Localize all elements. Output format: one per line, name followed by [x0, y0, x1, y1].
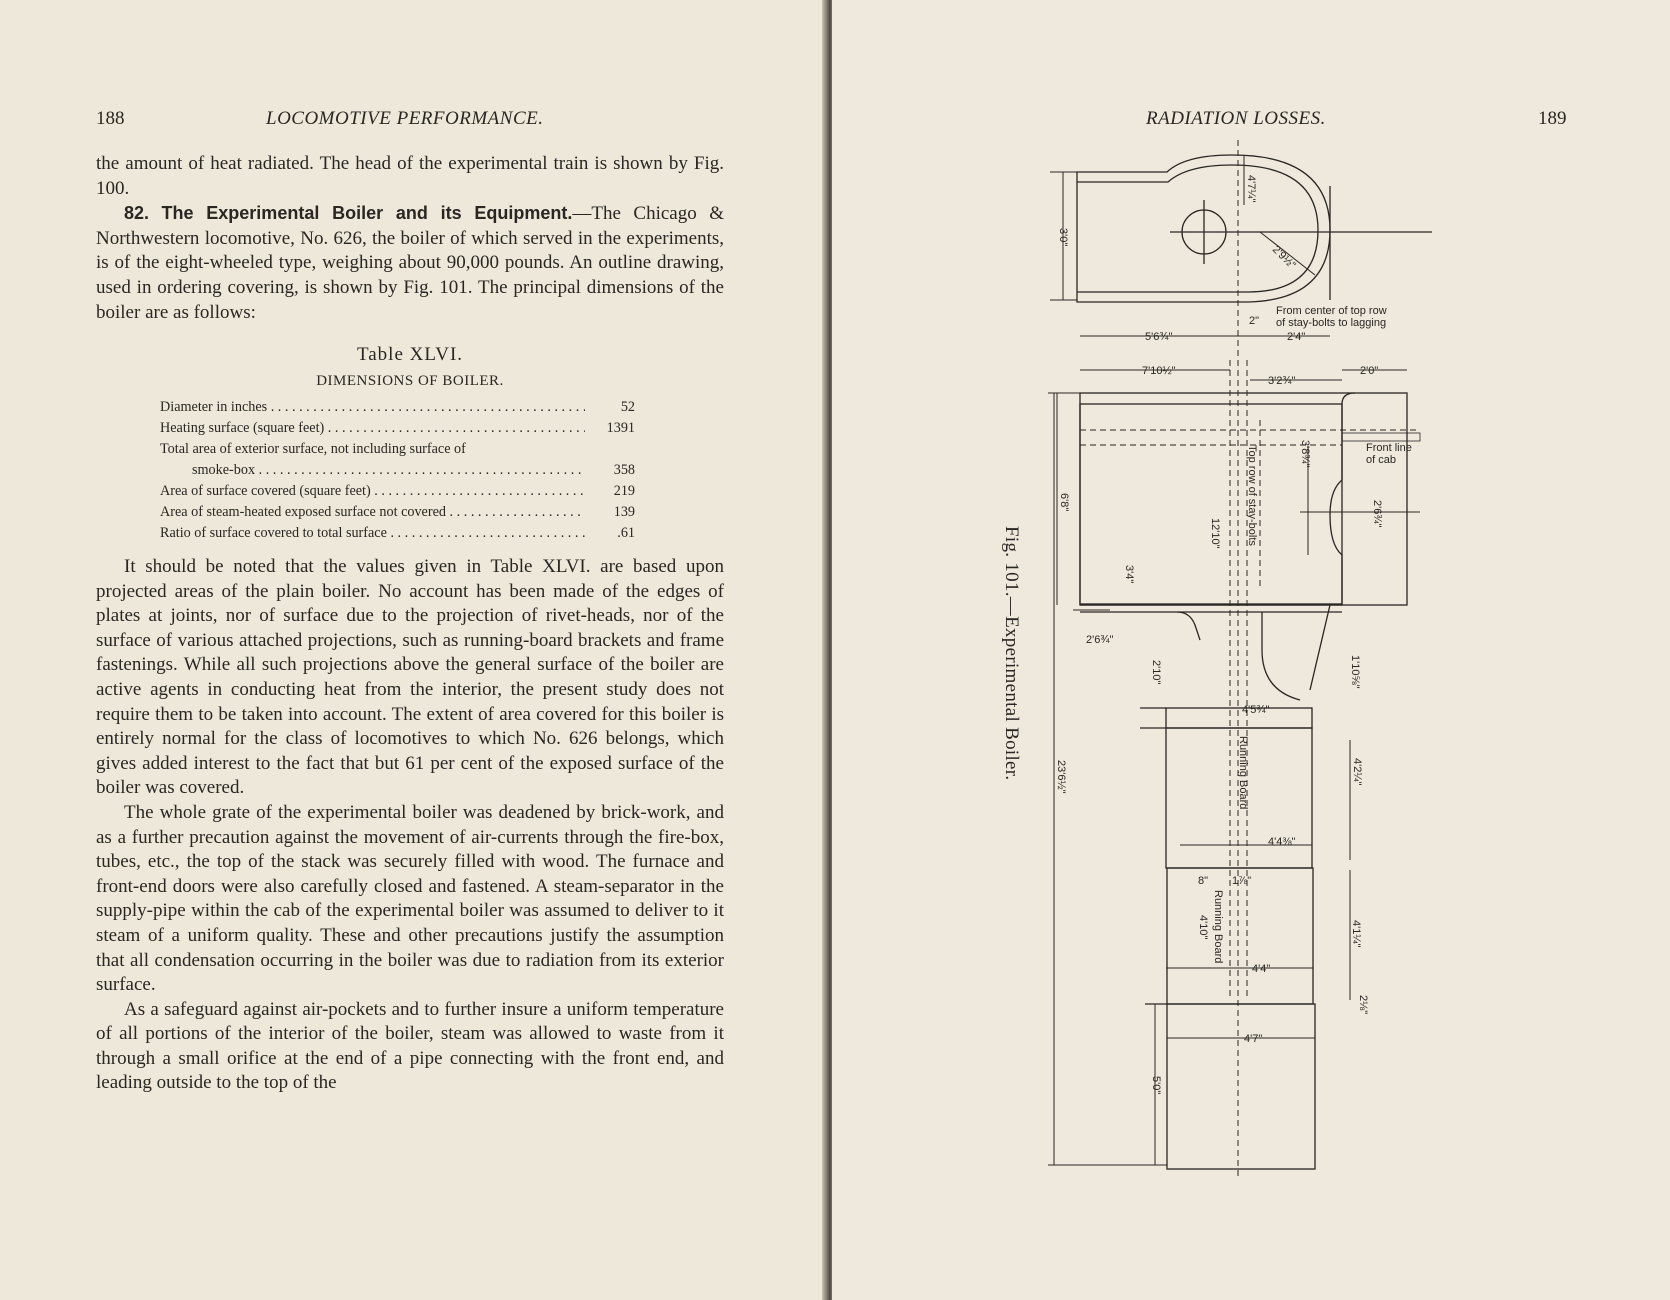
dim-label: 8": [1198, 875, 1209, 887]
paragraph: The whole grate of the experimental boiler was deadened by brick-work, and as a further precaution against the movement of air-currents through the fire-box, tubes, etc., the top of the stack was securely filled with wood. The furnace and front-end doors were also carefully closed and fastened. A steam-separator in the supply-pipe within the cab of the experimental boiler was assumed to deliver to it steam of a uniform quality. These and other precautions justify the assumption that all condensation occurring in the boiler was due to radiation from its exterior surface.: [96, 801, 724, 996]
note-label: of cab: [1366, 454, 1396, 466]
section-number: 82.: [124, 203, 150, 224]
dim-label: 1⅞": [1232, 875, 1252, 887]
note-label: of stay-bolts to lagging: [1276, 317, 1387, 329]
table-cell-value: 139: [613, 504, 635, 520]
dim-label: 2'10": [1150, 660, 1162, 685]
dim-label: 2'9½": [1269, 243, 1298, 272]
table-cell-value: 52: [620, 399, 635, 415]
dim-label: 6'8": [1058, 493, 1070, 512]
running-board-label: Running Board: [1237, 736, 1249, 810]
stay-bolts-label: Top row of stay-bolts: [1246, 445, 1258, 546]
table-cell-value: .61: [617, 525, 635, 541]
table-cell-label: Heating surface (square feet) . . .: [160, 418, 585, 439]
dim-label: 3'4": [1123, 565, 1135, 584]
dim-label: 2⅛": [1357, 995, 1369, 1015]
dim-label: 5'6¾": [1145, 331, 1173, 343]
paragraph: It should be noted that the values given in Table XLVI. are based upon projected areas of the plain boiler. No account has been made of the edges of plates at joints, nor of surface due to the projection of rivet-heads, nor of the surface of various attached projections, such as running-board brackets and frame fastenings. While all such projections above the general surface of the boiler are active agents in conducting heat from the interior, the present study does not require them to be taken into account. The extent of area covered for this boiler is entirely normal for the class of locomotives to which No. 626 belongs, which gives added interest to the fact that but 61 per cent of the exposed surface of the boiler was covered.: [96, 556, 724, 799]
dim-label: 3'8¾": [1299, 440, 1311, 468]
note-label: Front line: [1366, 442, 1412, 454]
dim-label: 2'6¾": [1086, 634, 1114, 646]
dim-label: 2": [1249, 315, 1260, 327]
dim-label: 4'2¼": [1351, 758, 1363, 786]
dim-label: 5'0": [1150, 1076, 1162, 1095]
table-title: Table XLVI.: [356, 344, 464, 365]
dim-label: 2'0": [1360, 365, 1379, 377]
note-label: From center of top row: [1276, 305, 1387, 317]
table-cell-label: Diameter in inches . . .: [160, 397, 585, 418]
dim-label: 4'7": [1244, 1033, 1263, 1045]
dim-label: 4'10": [1197, 915, 1209, 940]
table-cell-value: 358: [613, 462, 635, 478]
left-page-number: 188: [96, 108, 125, 129]
right-page-number: 189: [1538, 108, 1567, 129]
table-cell-label: Area of surface covered (square feet) . . .: [160, 481, 585, 502]
dim-label: 3'0": [1057, 228, 1069, 247]
dim-label: 23'6½": [1055, 760, 1067, 794]
dim-label: 4'4⅜": [1268, 836, 1296, 848]
left-running-head: LOCOMOTIVE PERFORMANCE.: [266, 108, 544, 129]
dim-label: 4'5¾": [1242, 704, 1270, 716]
section-text: —The Chicago & Northwestern locomotive, No. 626, the boiler of which served in the experiments, is of the eight-wheeled type, weighing about 90,000 pounds. An outline drawing, used in ordering covering, is shown by Fig. 101. The principal dimensions of the boiler are as follows:: [96, 203, 724, 323]
table-cell-label: smoke-box . . .: [192, 460, 585, 481]
table-cell-label: Area of steam-heated exposed surface not covered . . .: [160, 502, 585, 523]
section-title: The Experimental Boiler and its Equipment.: [161, 203, 573, 224]
table-subtitle: DIMENSIONS OF BOILER.: [316, 373, 504, 389]
right-running-head: RADIATION LOSSES.: [1146, 108, 1326, 129]
dim-label: 7'10½": [1142, 365, 1176, 377]
dim-label: 2'6¾": [1371, 500, 1383, 528]
dim-label: 4'4": [1252, 963, 1271, 975]
dim-label: 12'10": [1209, 518, 1221, 549]
table-cell-label: Total area of exterior surface, not including surface of: [160, 441, 466, 457]
dim-label: 3'2¾": [1268, 375, 1296, 387]
running-board-label: Running Board: [1212, 890, 1224, 964]
dim-label: 1'10⅝": [1349, 655, 1361, 689]
table-cell-value: 219: [613, 483, 635, 499]
figure-caption: Fig. 101.—Experimental Boiler.: [1001, 526, 1022, 781]
center-lines: [1080, 140, 1420, 1180]
dim-label: 4'7¼": [1245, 175, 1257, 203]
table-cell-label: Ratio of surface covered to total surface . . .: [160, 523, 585, 544]
paragraph: As a safeguard against air-pockets and to further insure a uniform temperature of all portions of the interior of the boiler, steam was allowed to waste from it through a small orifice at the end of a pipe connecting with the front end, and leading outside to the top of the: [96, 998, 724, 1094]
table-cell-value: 1391: [606, 420, 635, 436]
intro-paragraph: the amount of heat radiated. The head of the experimental train is shown by Fig. 100.: [96, 153, 724, 199]
dim-label: 2'4": [1287, 331, 1306, 343]
dim-label: 4'1¼": [1350, 920, 1362, 948]
